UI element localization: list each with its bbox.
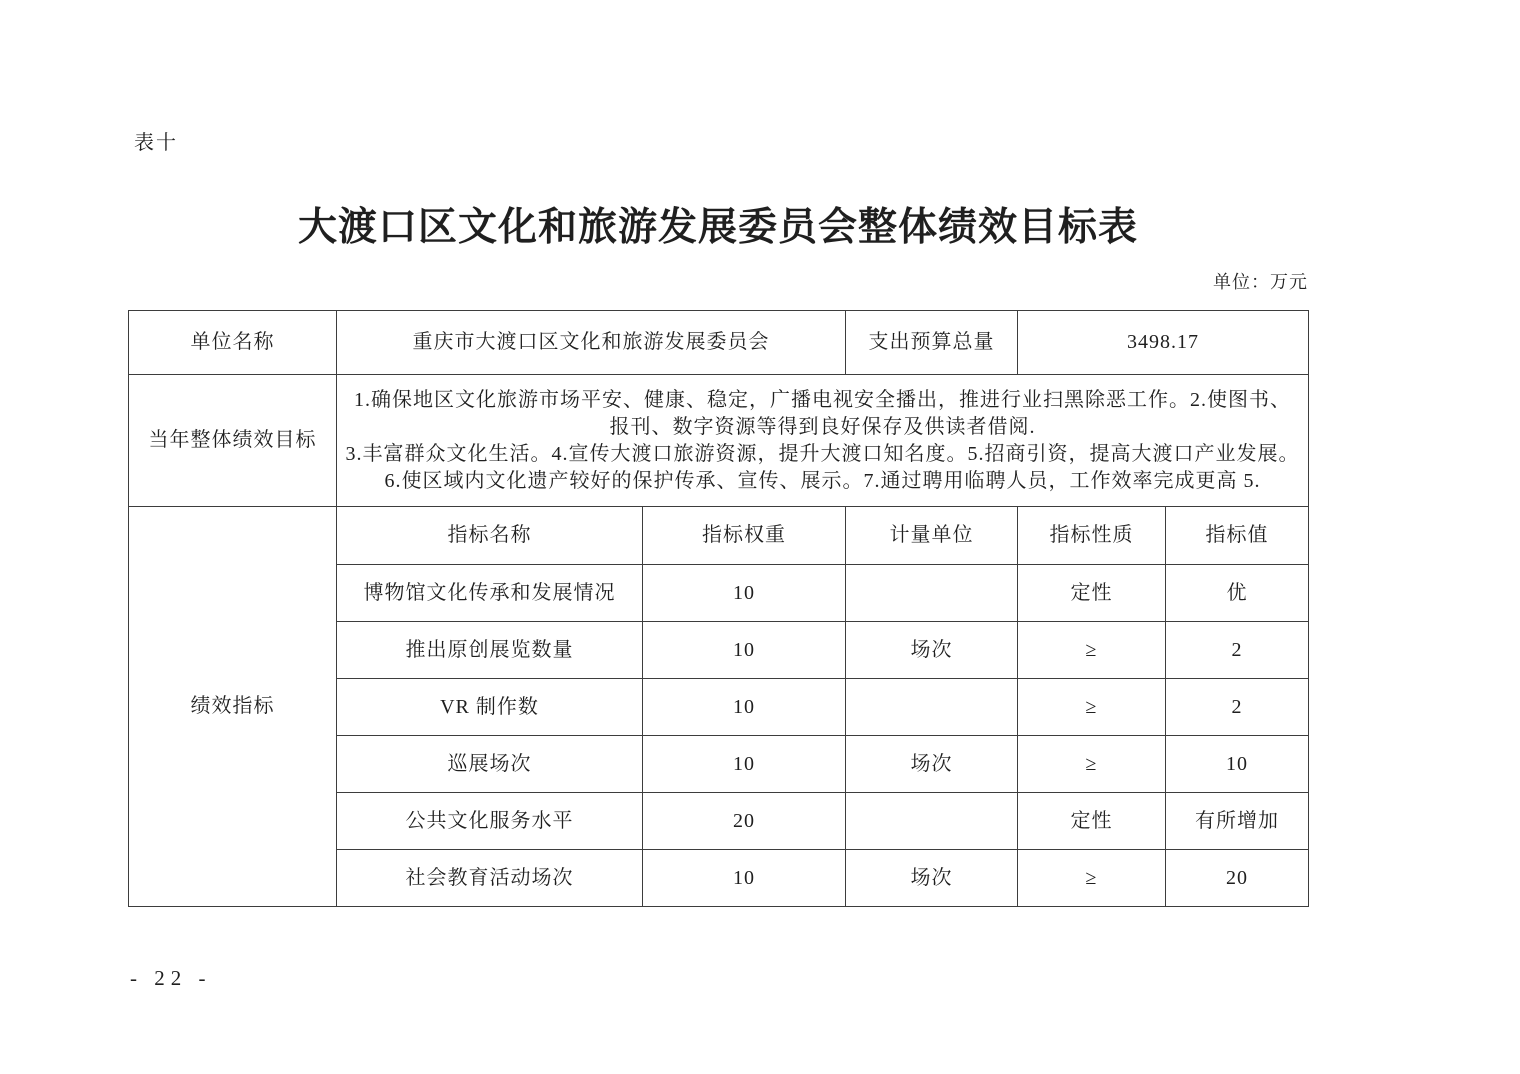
unit-name-row [129,311,1309,375]
indicator-weight-cell: 20 [643,793,846,850]
table-number-label: 表十 [134,132,178,154]
indicator-name-cell: 公共文化服务水平 [337,793,643,850]
indicator-section-label-cell: 绩效指标 [129,507,337,907]
indicator-nature-cell: 定性 [1018,565,1166,622]
indicator-nature-cell: 定性 [1018,793,1166,850]
indicator-nature-cell: ≥ [1018,736,1166,793]
unit-name-value-cell: 重庆市大渡口区文化和旅游发展委员会 [337,311,846,375]
indicator-header-unit: 计量单位 [846,507,1018,565]
indicator-header-row [129,507,1309,565]
indicator-value-cell: 优 [1166,565,1309,622]
indicator-name-cell: 推出原创展览数量 [337,622,643,679]
indicator-value-cell: 2 [1166,622,1309,679]
budget-label-cell: 支出预算总量 [846,311,1018,375]
indicator-value-cell: 有所增加 [1166,793,1309,850]
indicator-weight-cell: 10 [643,622,846,679]
document-title: 大渡口区文化和旅游发展委员会整体绩效目标表 [297,206,1138,249]
annual-goal-row [129,375,1309,507]
indicator-header-value: 指标值 [1166,507,1309,565]
indicator-value-cell: 20 [1166,850,1309,907]
indicator-unit-cell [846,793,1018,850]
indicator-unit-cell: 场次 [846,622,1018,679]
indicator-name-cell: 社会教育活动场次 [337,850,643,907]
indicator-unit-cell: 场次 [846,850,1018,907]
annual-goal-paragraph-2: 3.丰富群众文化生活。4.宣传大渡口旅游资源，提升大渡口知名度。5.招商引资，提高大渡口产业发展。6.使区域内文化遗产较好的保护传承、宣传、展示。7.通过聘用临聘人员，工作效率完成更高 5. [345,442,1300,492]
indicator-header-nature: 指标性质 [1018,507,1166,565]
indicator-nature-cell: ≥ [1018,850,1166,907]
indicator-weight-cell: 10 [643,679,846,736]
performance-target-table [128,310,1309,907]
unit-name-label-cell: 单位名称 [129,311,337,375]
indicator-unit-cell [846,565,1018,622]
page-number: - 22 - [130,966,212,990]
indicator-unit-cell: 场次 [846,736,1018,793]
annual-goal-label-cell: 当年整体绩效目标 [129,375,337,507]
indicator-header-weight: 指标权重 [643,507,846,565]
indicator-name-cell: 博物馆文化传承和发展情况 [337,565,643,622]
indicator-value-cell: 10 [1166,736,1309,793]
unit-note: 单位：万元 [1213,272,1308,292]
indicator-nature-cell: ≥ [1018,622,1166,679]
annual-goal-paragraph-1: 1.确保地区文化旅游市场平安、健康、稳定，广播电视安全播出，推进行业扫黑除恶工作。2.使图书、报刊、数字资源等得到良好保存及供读者借阅. [354,388,1291,438]
indicator-name-cell: 巡展场次 [337,736,643,793]
indicator-weight-cell: 10 [643,736,846,793]
indicator-nature-cell: ≥ [1018,679,1166,736]
indicator-weight-cell: 10 [643,565,846,622]
indicator-weight-cell: 10 [643,850,846,907]
indicator-name-cell: VR 制作数 [337,679,643,736]
indicator-unit-cell [846,679,1018,736]
annual-goal-text-cell [337,375,1309,507]
budget-value-cell: 3498.17 [1018,311,1309,375]
indicator-header-name: 指标名称 [337,507,643,565]
indicator-value-cell: 2 [1166,679,1309,736]
